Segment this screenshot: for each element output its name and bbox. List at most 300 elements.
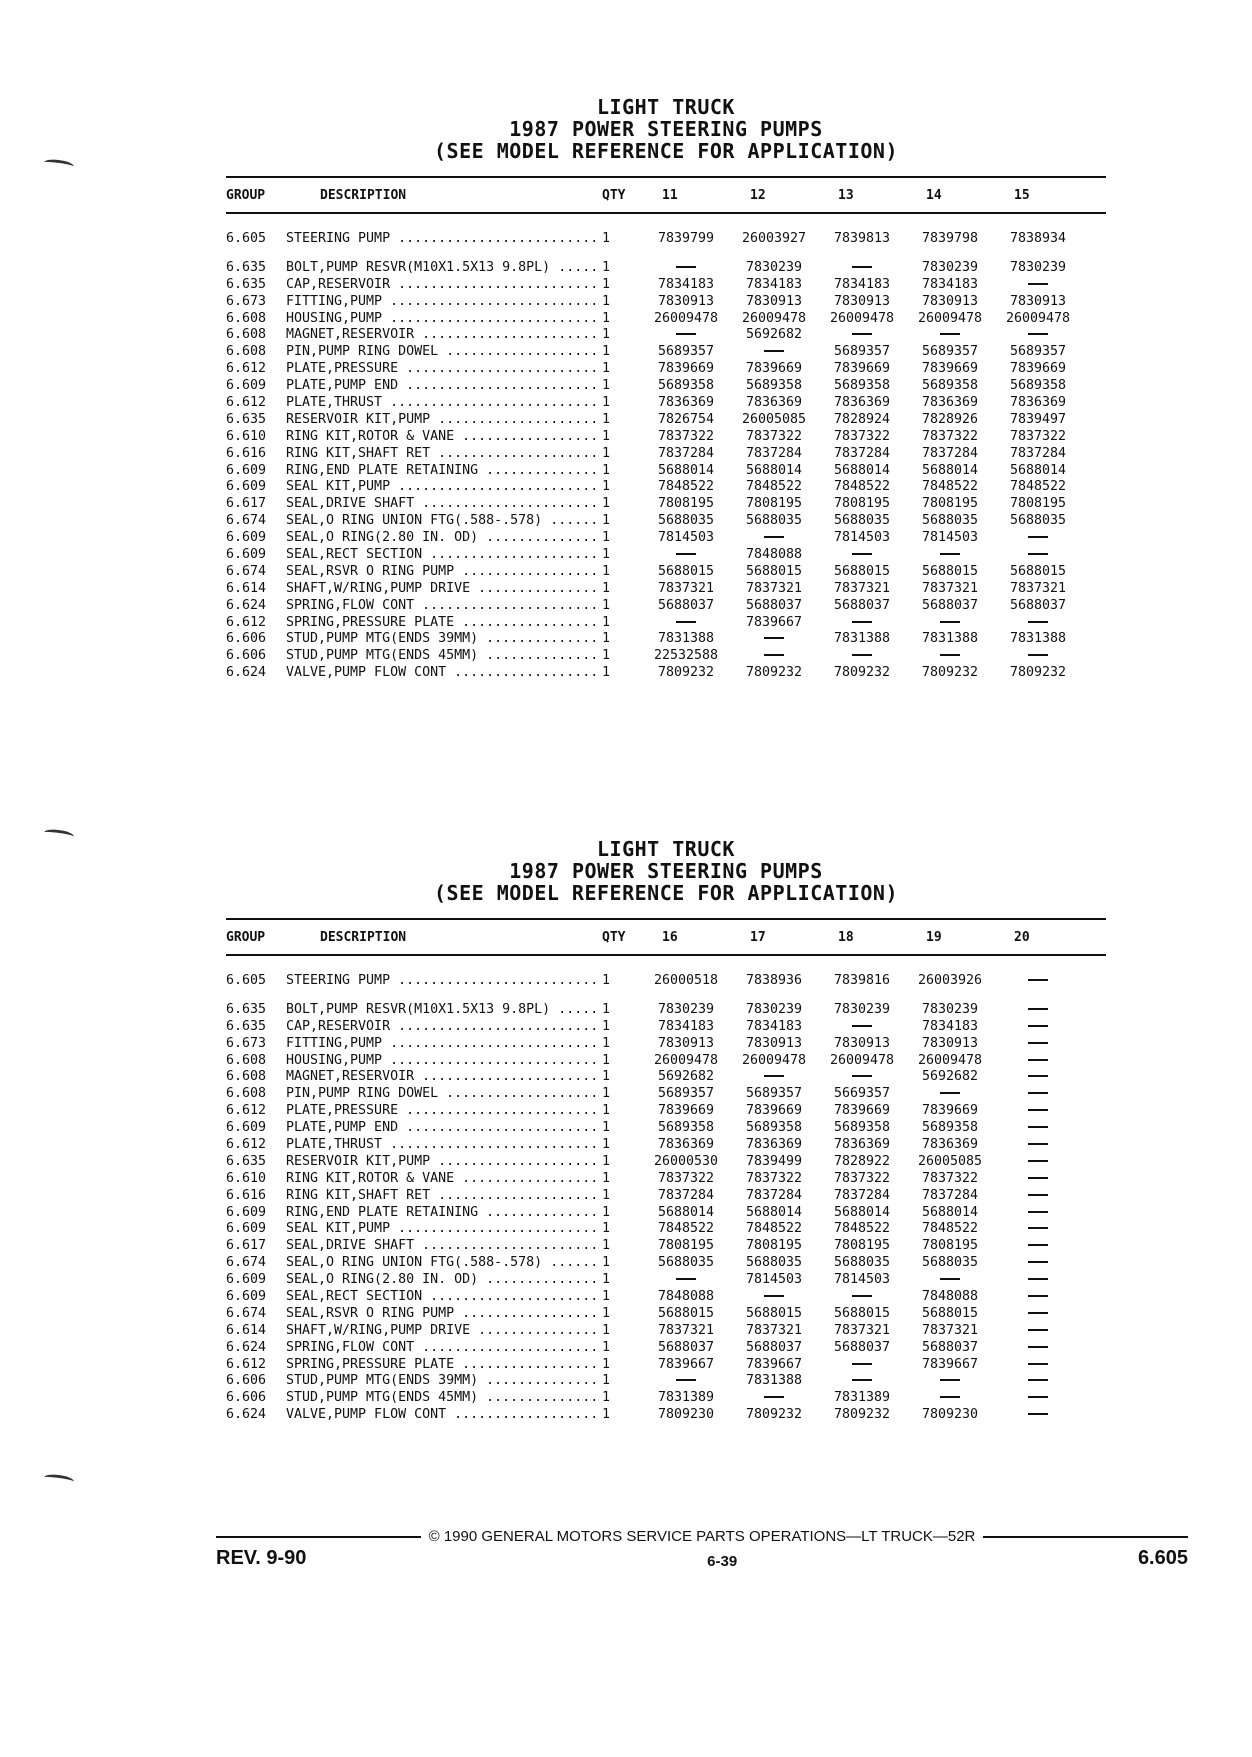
group-cell: 6.608 xyxy=(226,1086,267,1102)
not-applicable-dash xyxy=(1028,553,1048,555)
leader-dots: ...................... xyxy=(414,597,599,613)
part-number-cell xyxy=(994,1069,1082,1084)
table-row xyxy=(226,1271,1106,1288)
qty-cell: 1 xyxy=(602,1069,611,1085)
table-row-first xyxy=(226,972,1106,989)
description-text: SEAL KIT,PUMP xyxy=(286,479,391,495)
part-number-cell: 7830239 xyxy=(833,1001,891,1017)
qty-cell: 1 xyxy=(602,530,611,546)
part-number-cell: 7848522 xyxy=(657,479,715,495)
qty-cell: 1 xyxy=(602,631,611,647)
description-text: STUD,PUMP MTG(ENDS 39MM) xyxy=(286,631,479,647)
description-cell xyxy=(286,1323,602,1338)
part-number-cell: 7837322 xyxy=(921,1170,979,1186)
part-number-cell xyxy=(994,1407,1082,1422)
title-line: 1987 POWER STEERING PUMPS xyxy=(509,117,823,141)
part-number-cell: 7848522 xyxy=(833,479,891,495)
table-row xyxy=(226,563,1106,580)
table-row xyxy=(226,1136,1106,1153)
part-number-cell: 7836369 xyxy=(833,1136,891,1152)
part-number-cell: 7808195 xyxy=(833,1238,891,1254)
part-number-cell: 7808195 xyxy=(1009,496,1067,512)
leader-dots: ............... xyxy=(470,580,599,596)
table-row xyxy=(226,343,1106,360)
part-number-cell xyxy=(906,1272,994,1287)
part-number-cell: 7848522 xyxy=(921,1221,979,1237)
description-text: RESERVOIR KIT,PUMP xyxy=(286,411,431,427)
not-applicable-dash xyxy=(764,1396,784,1398)
qty-cell: 1 xyxy=(602,411,611,427)
part-number-cell: 26009478 xyxy=(653,1052,719,1068)
group-cell: 6.612 xyxy=(226,614,267,630)
part-number-cell: 26000518 xyxy=(653,972,719,988)
description-cell xyxy=(286,361,602,376)
description-text: SPRING,PRESSURE PLATE xyxy=(286,614,455,630)
part-number-cell xyxy=(730,631,818,646)
qty-cell: 1 xyxy=(602,394,611,410)
description-text: RING,END PLATE RETAINING xyxy=(286,462,479,478)
leader-dots: ...................... xyxy=(414,327,599,343)
part-number-cell: 7830913 xyxy=(921,1035,979,1051)
not-applicable-dash xyxy=(676,333,696,335)
not-applicable-dash xyxy=(764,350,784,352)
qty-cell: 1 xyxy=(602,972,611,988)
part-number-cell: 7808195 xyxy=(921,496,979,512)
group-cell: 6.609 xyxy=(226,378,267,394)
part-number-cell: 26009478 xyxy=(653,310,719,326)
group-cell: 6.635 xyxy=(226,259,267,275)
leader-dots: .............. xyxy=(478,530,599,546)
group-cell: 6.609 xyxy=(226,479,267,495)
description-text: BOLT,PUMP RESVR(M10X1.5X13 9.8PL) xyxy=(286,1001,551,1017)
part-number-cell xyxy=(818,1289,906,1304)
part-number-cell: 26005085 xyxy=(917,1153,983,1169)
part-number-cell: 7839667 xyxy=(745,1356,803,1372)
leader-dots: .................. xyxy=(446,1407,599,1423)
description-text: PLATE,PUMP END xyxy=(286,378,399,394)
qty-cell: 1 xyxy=(602,445,611,461)
part-number-cell: 7830913 xyxy=(657,293,715,309)
not-applicable-dash xyxy=(764,637,784,639)
table-row xyxy=(226,664,1106,681)
part-number-cell: 7830913 xyxy=(745,1035,803,1051)
part-number-cell: 7830913 xyxy=(657,1035,715,1051)
qty-cell: 1 xyxy=(602,293,611,309)
title-line: LIGHT TRUCK xyxy=(597,837,735,861)
table-row xyxy=(226,1389,1106,1406)
description-cell xyxy=(286,1019,602,1034)
part-number-cell: 5689358 xyxy=(745,378,803,394)
group-cell: 6.674 xyxy=(226,1255,267,1271)
part-number-cell xyxy=(994,1086,1082,1101)
group-cell: 6.608 xyxy=(226,344,267,360)
leader-dots: ................. xyxy=(454,563,599,579)
qty-cell: 1 xyxy=(602,1204,611,1220)
leader-dots: ......................... xyxy=(390,230,599,246)
part-number-cell xyxy=(994,1289,1082,1304)
header-qty: QTY xyxy=(602,187,626,203)
part-number-cell: 7809232 xyxy=(833,1407,891,1423)
table-row xyxy=(226,478,1106,495)
part-number-cell: 7837322 xyxy=(921,428,979,444)
header-model-15: 15 xyxy=(1014,187,1030,203)
description-cell xyxy=(286,648,602,663)
description-text: PLATE,PRESSURE xyxy=(286,1103,399,1119)
part-number-cell: 7839669 xyxy=(657,361,715,377)
part-number-cell xyxy=(994,1103,1082,1118)
leader-dots: ........................ xyxy=(398,1120,599,1136)
header-description: DESCRIPTION xyxy=(320,929,407,945)
not-applicable-dash xyxy=(940,1092,960,1094)
table-row xyxy=(226,360,1106,377)
not-applicable-dash xyxy=(940,1379,960,1381)
part-number-cell xyxy=(730,1069,818,1084)
part-number-cell: 7837322 xyxy=(745,1170,803,1186)
part-number-cell: 26009478 xyxy=(829,1052,895,1068)
description-text: SPRING,FLOW CONT xyxy=(286,1339,415,1355)
part-number-cell: 26009478 xyxy=(829,310,895,326)
part-number-cell: 7839669 xyxy=(745,1103,803,1119)
description-text: STUD,PUMP MTG(ENDS 39MM) xyxy=(286,1373,479,1389)
part-number-cell: 7834183 xyxy=(745,276,803,292)
qty-cell: 1 xyxy=(602,230,611,246)
leader-dots: .......................... xyxy=(382,1136,599,1152)
description-cell xyxy=(286,1238,602,1253)
part-number-cell: 7836369 xyxy=(745,394,803,410)
part-number-cell: 7839669 xyxy=(657,1103,715,1119)
qty-cell: 1 xyxy=(602,462,611,478)
description-text: VALVE,PUMP FLOW CONT xyxy=(286,1407,447,1423)
description-text: SEAL,O RING(2.80 IN. OD) xyxy=(286,1272,479,1288)
not-applicable-dash xyxy=(940,1396,960,1398)
table-row xyxy=(226,293,1106,310)
description-cell xyxy=(286,429,602,444)
part-number-cell: 7837321 xyxy=(833,1322,891,1338)
group-cell: 6.616 xyxy=(226,445,267,461)
part-number-cell: 5688035 xyxy=(921,513,979,529)
part-number-cell: 7814503 xyxy=(657,530,715,546)
part-number-cell xyxy=(730,1289,818,1304)
description-cell xyxy=(286,1154,602,1169)
part-number-cell: 5689358 xyxy=(833,378,891,394)
not-applicable-dash xyxy=(852,333,872,335)
part-number-cell: 7809232 xyxy=(745,1407,803,1423)
not-applicable-dash xyxy=(1028,1008,1048,1010)
group-cell: 6.673 xyxy=(226,293,267,309)
leader-dots: ......................... xyxy=(390,276,599,292)
part-number-cell: 5688035 xyxy=(745,513,803,529)
group-cell: 6.610 xyxy=(226,1170,267,1186)
part-number-cell: 7808195 xyxy=(657,496,715,512)
leader-dots: .................... xyxy=(430,1153,599,1169)
qty-cell: 1 xyxy=(602,259,611,275)
part-number-cell: 5689357 xyxy=(833,344,891,360)
qty-cell: 1 xyxy=(602,1272,611,1288)
part-number-cell: 7808195 xyxy=(745,496,803,512)
table-row xyxy=(226,411,1106,428)
part-number-cell xyxy=(994,1002,1082,1017)
part-number-cell xyxy=(906,547,994,562)
part-number-cell: 7837284 xyxy=(1009,445,1067,461)
page-footer xyxy=(216,1528,1188,1570)
part-number-cell: 7808195 xyxy=(833,496,891,512)
leader-dots: .......................... xyxy=(382,1052,599,1068)
table-row xyxy=(226,597,1106,614)
table-row xyxy=(226,259,1106,276)
part-number-cell: 5692682 xyxy=(745,327,803,343)
section-title xyxy=(226,96,1106,162)
part-number-cell: 7831389 xyxy=(657,1390,715,1406)
leader-dots: ................. xyxy=(454,1356,599,1372)
part-number-cell xyxy=(730,344,818,359)
part-number-cell: 5688035 xyxy=(657,513,715,529)
group-cell: 6.609 xyxy=(226,1288,267,1304)
description-text: FITTING,PUMP xyxy=(286,293,383,309)
leader-dots: ........................ xyxy=(398,1103,599,1119)
leader-dots: ..... xyxy=(550,1001,599,1017)
part-number-cell xyxy=(818,1019,906,1034)
qty-cell: 1 xyxy=(602,665,611,681)
group-cell: 6.605 xyxy=(226,972,267,988)
table-row xyxy=(226,1119,1106,1136)
part-number-cell xyxy=(818,648,906,663)
description-text: SEAL KIT,PUMP xyxy=(286,1221,391,1237)
not-applicable-dash xyxy=(764,536,784,538)
group-cell: 6.614 xyxy=(226,580,267,596)
group-cell: 6.614 xyxy=(226,1322,267,1338)
part-number-cell: 7839799 xyxy=(657,230,715,246)
not-applicable-dash xyxy=(764,1295,784,1297)
description-cell xyxy=(286,294,602,309)
not-applicable-dash xyxy=(1028,1126,1048,1128)
description-text: VALVE,PUMP FLOW CONT xyxy=(286,665,447,681)
table-row xyxy=(226,1187,1106,1204)
not-applicable-dash xyxy=(852,1379,872,1381)
part-number-cell: 7839813 xyxy=(833,230,891,246)
header-description: DESCRIPTION xyxy=(320,187,407,203)
part-number-cell: 5689358 xyxy=(657,378,715,394)
part-number-cell: 5688037 xyxy=(921,1339,979,1355)
qty-cell: 1 xyxy=(602,1052,611,1068)
not-applicable-dash xyxy=(1028,1211,1048,1213)
part-number-cell: 7814503 xyxy=(921,530,979,546)
table-row xyxy=(226,614,1106,631)
qty-cell: 1 xyxy=(602,1086,611,1102)
scan-mark xyxy=(44,828,75,841)
description-cell xyxy=(286,1069,602,1084)
table-row xyxy=(226,1305,1106,1322)
group-cell: 6.609 xyxy=(226,1221,267,1237)
part-number-cell xyxy=(994,1340,1082,1355)
not-applicable-dash xyxy=(852,1075,872,1077)
part-number-cell: 7837321 xyxy=(745,580,803,596)
part-number-cell xyxy=(906,1373,994,1388)
not-applicable-dash xyxy=(1028,1194,1048,1196)
description-text: PLATE,PRESSURE xyxy=(286,361,399,377)
not-applicable-dash xyxy=(1028,979,1048,981)
part-number-cell: 7837321 xyxy=(921,1322,979,1338)
part-number-cell: 7839667 xyxy=(745,614,803,630)
qty-cell: 1 xyxy=(602,1390,611,1406)
not-applicable-dash xyxy=(1028,1396,1048,1398)
leader-dots: .......................... xyxy=(382,1035,599,1051)
group-cell: 6.616 xyxy=(226,1187,267,1203)
description-cell xyxy=(286,615,602,630)
not-applicable-dash xyxy=(1028,1092,1048,1094)
leader-dots: .................. xyxy=(446,665,599,681)
leader-dots: ...... xyxy=(542,1255,599,1271)
qty-cell: 1 xyxy=(602,1238,611,1254)
part-number-cell xyxy=(994,327,1082,342)
leader-dots: ........................ xyxy=(398,361,599,377)
group-cell: 6.674 xyxy=(226,563,267,579)
not-applicable-dash xyxy=(1028,1075,1048,1077)
qty-cell: 1 xyxy=(602,378,611,394)
table-row xyxy=(226,1356,1106,1373)
part-number-cell: 7848522 xyxy=(1009,479,1067,495)
description-cell xyxy=(286,1306,602,1321)
not-applicable-dash xyxy=(852,1363,872,1365)
part-number-cell xyxy=(994,1205,1082,1220)
qty-cell: 1 xyxy=(602,648,611,664)
group-cell: 6.635 xyxy=(226,411,267,427)
group-cell: 6.609 xyxy=(226,1204,267,1220)
part-number-cell xyxy=(906,327,994,342)
table-row xyxy=(226,1052,1106,1069)
leader-dots: ................. xyxy=(454,1170,599,1186)
description-text: STEERING PUMP xyxy=(286,972,391,988)
description-text: PLATE,THRUST xyxy=(286,1136,383,1152)
not-applicable-dash xyxy=(1028,1329,1048,1331)
description-text: MAGNET,RESERVOIR xyxy=(286,327,415,343)
qty-cell: 1 xyxy=(602,361,611,377)
description-text: SEAL,DRIVE SHAFT xyxy=(286,1238,415,1254)
parts-section-2 xyxy=(226,838,1106,1423)
description-cell xyxy=(286,1086,602,1101)
description-text: CAP,RESERVOIR xyxy=(286,1018,391,1034)
part-number-cell: 7848088 xyxy=(745,546,803,562)
part-number-cell: 7839669 xyxy=(921,361,979,377)
group-cell: 6.606 xyxy=(226,648,267,664)
part-number-cell: 7848522 xyxy=(745,1221,803,1237)
table-header xyxy=(226,178,1106,212)
part-number-cell xyxy=(818,260,906,275)
part-number-cell: 7837322 xyxy=(833,428,891,444)
part-number-cell xyxy=(994,1171,1082,1186)
description-text: STUD,PUMP MTG(ENDS 45MM) xyxy=(286,1390,479,1406)
part-number-cell: 7830239 xyxy=(921,259,979,275)
description-cell xyxy=(286,395,602,410)
part-number-cell: 7837321 xyxy=(921,580,979,596)
part-number-cell: 5688014 xyxy=(1009,462,1067,478)
part-number-cell: 7836369 xyxy=(657,394,715,410)
group-cell: 6.608 xyxy=(226,327,267,343)
group-cell: 6.612 xyxy=(226,1103,267,1119)
description-cell xyxy=(286,973,602,988)
not-applicable-dash xyxy=(1028,1346,1048,1348)
scan-mark xyxy=(44,158,75,171)
qty-cell: 1 xyxy=(602,1305,611,1321)
qty-cell: 1 xyxy=(602,513,611,529)
not-applicable-dash xyxy=(852,553,872,555)
part-number-cell: 5688037 xyxy=(745,597,803,613)
part-number-cell: 5689358 xyxy=(657,1120,715,1136)
part-number-cell: 5689357 xyxy=(921,344,979,360)
not-applicable-dash xyxy=(852,266,872,268)
page-number: 6-39 xyxy=(707,1553,738,1570)
part-number-cell: 5692682 xyxy=(657,1069,715,1085)
part-number-cell: 7839669 xyxy=(1009,361,1067,377)
part-number-cell: 7831388 xyxy=(833,631,891,647)
table-row xyxy=(226,529,1106,546)
qty-cell: 1 xyxy=(602,563,611,579)
group-cell: 6.609 xyxy=(226,462,267,478)
part-number-cell: 7837284 xyxy=(745,1187,803,1203)
table-row xyxy=(226,1035,1106,1052)
table-row xyxy=(226,647,1106,664)
part-number-cell: 7830913 xyxy=(833,293,891,309)
not-applicable-dash xyxy=(1028,1278,1048,1280)
description-cell xyxy=(286,479,602,494)
group-cell: 6.612 xyxy=(226,394,267,410)
qty-cell: 1 xyxy=(602,546,611,562)
part-number-cell xyxy=(730,648,818,663)
leader-dots: .............. xyxy=(478,648,599,664)
part-number-cell: 7834183 xyxy=(657,1018,715,1034)
group-cell: 6.635 xyxy=(226,1018,267,1034)
part-number-cell: 7830913 xyxy=(745,293,803,309)
part-number-cell: 7808195 xyxy=(745,1238,803,1254)
not-applicable-dash xyxy=(1028,283,1048,285)
description-text: PIN,PUMP RING DOWEL xyxy=(286,1086,439,1102)
part-number-cell: 7837321 xyxy=(657,580,715,596)
description-text: FITTING,PUMP xyxy=(286,1035,383,1051)
part-number-cell: 7839669 xyxy=(833,1103,891,1119)
table-row xyxy=(226,512,1106,529)
group-cell: 6.606 xyxy=(226,1390,267,1406)
part-number-cell: 7830239 xyxy=(745,1001,803,1017)
title-line: 1987 POWER STEERING PUMPS xyxy=(509,859,823,883)
part-number-cell: 5688015 xyxy=(657,563,715,579)
description-cell xyxy=(286,581,602,596)
part-number-cell: 7814503 xyxy=(833,530,891,546)
part-number-cell: 7814503 xyxy=(745,1272,803,1288)
part-number-cell: 5688037 xyxy=(745,1339,803,1355)
description-cell xyxy=(286,1340,602,1355)
table-row xyxy=(226,394,1106,411)
description-cell xyxy=(286,311,602,326)
group-cell: 6.606 xyxy=(226,631,267,647)
part-number-cell: 7809230 xyxy=(921,1407,979,1423)
footer-rule-right xyxy=(983,1536,1188,1538)
part-number-cell: 7839816 xyxy=(833,972,891,988)
part-number-cell: 7837284 xyxy=(745,445,803,461)
leader-dots: .................... xyxy=(430,411,599,427)
part-number-cell: 7831388 xyxy=(1009,631,1067,647)
group-cell: 6.635 xyxy=(226,276,267,292)
part-number-cell xyxy=(818,1357,906,1372)
part-number-cell: 7848088 xyxy=(657,1288,715,1304)
qty-cell: 1 xyxy=(602,1018,611,1034)
part-number-cell: 5688015 xyxy=(657,1305,715,1321)
part-number-cell: 22532588 xyxy=(653,648,719,664)
not-applicable-dash xyxy=(940,621,960,623)
section-title xyxy=(226,838,1106,904)
leader-dots: ......................... xyxy=(390,1221,599,1237)
not-applicable-dash xyxy=(1028,536,1048,538)
part-number-cell: 7837322 xyxy=(657,1170,715,1186)
part-number-cell: 7837321 xyxy=(1009,580,1067,596)
